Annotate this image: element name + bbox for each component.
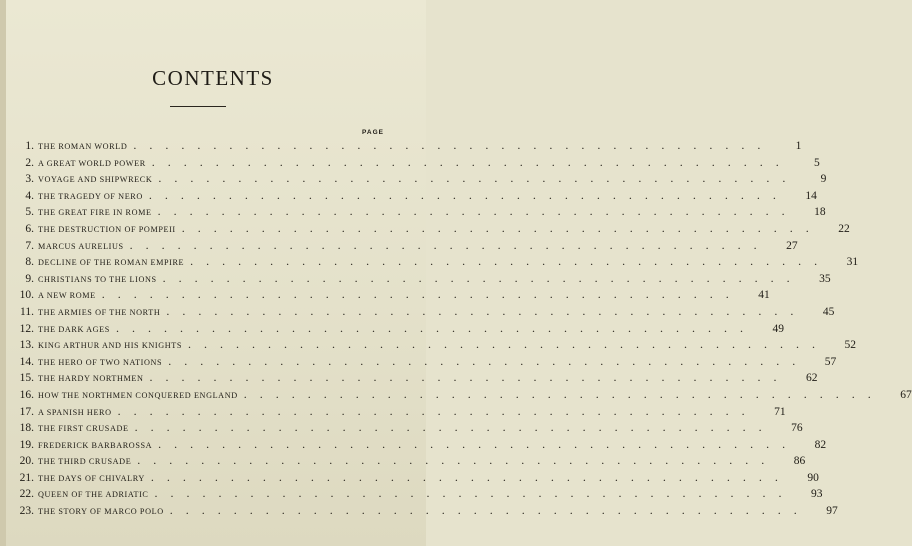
toc-entry <box>14 320 784 337</box>
chapter-title: A NEW ROME <box>38 291 96 301</box>
dot-leader: ........................................ <box>137 453 778 468</box>
chapter-title: THE STORY OF MARCO POLO <box>38 507 164 517</box>
dot-leader: ........................................ <box>187 337 828 352</box>
chapter-number: 14. <box>19 355 34 368</box>
chapter-number: 23. <box>19 505 34 518</box>
chapter-page-number: 71 <box>774 405 786 418</box>
toc-entry <box>14 220 850 237</box>
chapter-page-number: 93 <box>810 488 823 501</box>
toc-entry <box>14 303 835 320</box>
toc-entry <box>14 353 837 370</box>
dot-leader: ........................................ <box>162 270 803 285</box>
dot-leader: ........................................ <box>133 138 774 152</box>
chapter-page-number: 14 <box>805 189 817 202</box>
toc-entry <box>14 386 912 403</box>
chapter-page-number: 9 <box>820 173 827 186</box>
chapter-page-number: 22 <box>838 222 850 235</box>
chapter-number: 8. <box>25 256 34 269</box>
chapter-number: 18. <box>19 422 34 435</box>
chapter-number: 16. <box>19 388 34 401</box>
dot-leader: ........................................ <box>157 204 798 219</box>
chapter-title: THE FIRST CRUSADE <box>38 424 129 434</box>
toc-entry <box>14 187 817 204</box>
dot-leader: ........................................ <box>190 254 831 269</box>
chapter-title: A SPANISH HERO <box>38 407 112 417</box>
chapter-number: 2. <box>25 156 34 169</box>
chapter-number: 3. <box>25 173 34 186</box>
dot-leader: ........................................ <box>169 503 810 518</box>
chapter-title: HOW THE NORTHMEN CONQUERED ENGLAND <box>38 390 238 400</box>
toc-entry <box>14 436 827 453</box>
chapter-page-number: 41 <box>758 289 770 302</box>
chapter-title: THE HARDY NORTHMEN <box>38 374 144 384</box>
toc-entry <box>14 253 859 270</box>
toc-entry <box>14 419 803 436</box>
chapter-page-number: 45 <box>822 305 835 318</box>
toc-entry <box>14 137 802 154</box>
dot-leader: ........................................ <box>115 320 756 335</box>
chapter-page-number: 52 <box>844 339 856 352</box>
dot-leader: ........................................ <box>158 436 799 451</box>
chapter-page-number: 27 <box>786 239 798 252</box>
chapter-page-number: 18 <box>814 206 826 219</box>
chapter-title: THE ROMAN WORLD <box>38 142 128 151</box>
chapter-page-number: 35 <box>819 272 831 285</box>
toc-entry <box>14 502 838 519</box>
title-rule <box>170 106 226 107</box>
chapter-title: THE TRAGEDY OF NERO <box>38 191 143 201</box>
chapter-title: CHRISTIANS TO THE LIONS <box>38 274 157 284</box>
dot-leader: ........................................ <box>129 237 770 252</box>
chapter-title: DECLINE OF THE ROMAN EMPIRE <box>38 258 185 268</box>
dot-leader: ........................................ <box>166 303 807 318</box>
table-of-contents <box>14 137 912 519</box>
chapter-number: 1. <box>25 140 34 152</box>
chapter-number: 10. <box>19 289 34 302</box>
chapter-page-number: 86 <box>793 455 806 468</box>
chapter-title: THE HERO OF TWO NATIONS <box>38 357 163 367</box>
chapter-page-number: 31 <box>846 256 859 269</box>
chapter-title: KING ARTHUR AND HIS KNIGHTS <box>38 341 182 351</box>
chapter-number: 9. <box>25 272 34 285</box>
dot-leader: ........................................ <box>149 370 790 385</box>
chapter-page-number: 67 <box>900 388 912 401</box>
chapter-title: MARCUS AURELIUS <box>38 241 124 251</box>
toc-entry <box>14 237 798 254</box>
dot-leader: ........................................ <box>148 187 789 202</box>
page-column-label: PAGE <box>362 129 384 136</box>
chapter-page-number: 97 <box>826 505 838 518</box>
chapter-page-number: 62 <box>806 372 818 385</box>
dot-leader: ........................................ <box>134 420 775 435</box>
toc-entry <box>14 403 786 420</box>
chapter-title: THE ARMIES OF THE NORTH <box>38 307 161 317</box>
toc-entry <box>14 369 818 386</box>
chapter-number: 21. <box>19 471 34 484</box>
chapter-number: 4. <box>25 189 34 202</box>
chapter-page-number: 82 <box>814 438 827 451</box>
toc-entry <box>14 154 820 171</box>
chapter-number: 15. <box>19 372 34 385</box>
toc-entry <box>14 485 823 502</box>
toc-entry <box>14 203 826 220</box>
toc-entry <box>14 170 827 187</box>
chapter-number: 19. <box>19 438 34 451</box>
chapter-title: QUEEN OF THE ADRIATIC <box>38 490 149 500</box>
toc-entry <box>14 336 856 353</box>
dot-leader: ........................................ <box>151 154 792 169</box>
toc-entry <box>14 452 806 469</box>
dot-leader: ........................................ <box>243 386 884 401</box>
chapter-title: FREDERICK BARBAROSSA <box>38 440 153 450</box>
dot-leader: ........................................ <box>168 353 809 368</box>
dot-leader: ........................................ <box>150 469 791 484</box>
chapter-title: THE GREAT FIRE IN ROME <box>38 208 152 218</box>
chapter-page-number: 90 <box>807 471 819 484</box>
chapter-title: THE DARK AGES <box>38 324 110 334</box>
chapter-title: A GREAT WORLD POWER <box>38 158 146 168</box>
chapter-title: VOYAGE AND SHIPWRECK <box>38 175 153 185</box>
chapter-number: 5. <box>25 206 34 219</box>
chapter-page-number: 57 <box>824 355 837 368</box>
toc-entry <box>14 270 831 287</box>
dot-leader: ........................................ <box>181 220 822 235</box>
dot-leader: ........................................ <box>117 403 758 418</box>
dot-leader: ........................................ <box>101 287 742 302</box>
toc-entry <box>14 286 770 303</box>
chapter-page-number: 76 <box>791 422 803 435</box>
toc-entry <box>14 469 819 486</box>
chapter-number: 22. <box>19 488 34 501</box>
page-title: CONTENTS <box>152 66 274 91</box>
chapter-number: 7. <box>25 239 34 252</box>
dot-leader: ........................................ <box>158 171 799 186</box>
chapter-number: 11. <box>20 305 34 318</box>
chapter-number: 6. <box>25 222 34 235</box>
chapter-title: THE DESTRUCTION OF POMPEII <box>38 224 176 234</box>
chapter-number: 13. <box>19 339 34 352</box>
chapter-number: 20. <box>19 455 34 468</box>
dot-leader: ........................................ <box>154 486 795 501</box>
chapter-number: 17. <box>19 405 34 418</box>
chapter-number: 12. <box>19 322 34 335</box>
chapter-title: THE DAYS OF CHIVALRY <box>38 473 145 483</box>
chapter-page-number: 1 <box>795 140 802 152</box>
chapter-title: THE THIRD CRUSADE <box>38 457 132 467</box>
chapter-page-number: 5 <box>814 156 820 169</box>
chapter-page-number: 49 <box>772 322 784 335</box>
